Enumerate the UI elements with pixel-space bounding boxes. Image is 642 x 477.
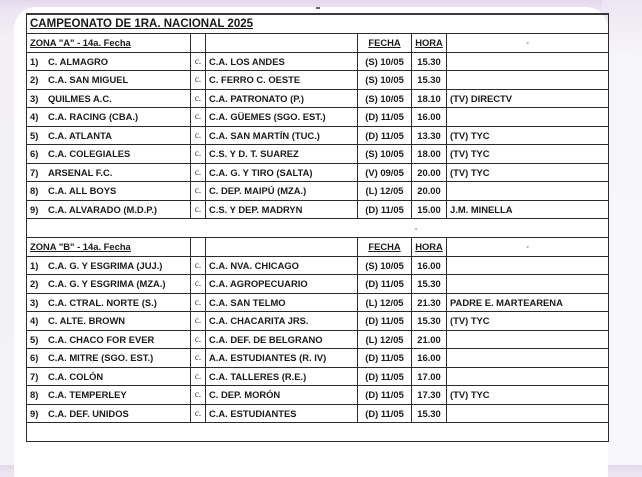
away-team: C.A. SAN MARTÍN (TUC.)	[206, 126, 358, 145]
home-team-cell	[27, 367, 191, 386]
zone-header-row	[27, 238, 609, 257]
zone-label: ZONA "A" - 14a. Fecha	[27, 34, 191, 53]
match-row	[27, 145, 609, 164]
away-team: C.A. SAN TELMO	[206, 293, 358, 312]
match-extra	[447, 52, 609, 71]
home-team: C.A. COLEGIALES	[48, 148, 131, 160]
vs-label: c.	[191, 293, 206, 312]
top-dash-mark	[316, 7, 320, 9]
home-team: ARSENAL F.C.	[48, 166, 113, 178]
away-team: C.A. G. Y TIRO (SALTA)	[206, 163, 358, 182]
vs-label: c.	[191, 404, 206, 423]
match-extra: (TV) TYC	[447, 386, 609, 405]
home-team-cell	[27, 312, 191, 331]
vs-label: c.	[191, 145, 206, 164]
separator-mark: -	[27, 219, 609, 238]
away-team: C.A. PATRONATO (P.)	[206, 89, 358, 108]
match-date: (D) 11/05	[358, 404, 412, 423]
home-team-cell	[27, 126, 191, 145]
home-team-cell	[27, 89, 191, 108]
vs-label: c.	[191, 200, 206, 219]
zone-header-row	[27, 34, 609, 53]
vs-label: c.	[191, 108, 206, 127]
home-team: C.A. ALL BOYS	[48, 185, 117, 197]
home-team: QUILMES A.C.	[48, 92, 112, 104]
match-date: (D) 11/05	[358, 312, 412, 331]
fixture-table	[26, 13, 609, 442]
vs-label: c.	[191, 71, 206, 90]
away-team: C.A. AGROPECUARIO	[206, 275, 358, 294]
home-team: C.A. CHACO FOR EVER	[48, 333, 155, 345]
match-time: 16.00	[412, 256, 447, 275]
home-team-cell	[27, 330, 191, 349]
home-team-cell	[27, 293, 191, 312]
vs-label: c.	[191, 182, 206, 201]
match-extra: (TV) TYC	[447, 163, 609, 182]
match-time: 15.30	[412, 52, 447, 71]
home-team: C. ALMAGRO	[48, 55, 109, 67]
match-number: 8)	[30, 185, 39, 197]
vs-header-cell	[191, 238, 206, 257]
home-team-cell	[27, 52, 191, 71]
hora-header: HORA	[412, 34, 447, 53]
match-number: 2)	[30, 278, 39, 290]
away-team: C.S. Y DEP. MADRYN	[206, 200, 358, 219]
vs-label: c.	[191, 386, 206, 405]
vs-label: c.	[191, 275, 206, 294]
match-number: 9)	[30, 203, 39, 215]
home-team: C.A. ALVARADO (M.D.P.)	[48, 203, 158, 215]
match-date: (D) 11/05	[358, 108, 412, 127]
blank-cell	[27, 423, 609, 442]
match-number: 2)	[30, 74, 39, 86]
match-number: 7)	[30, 166, 39, 178]
match-extra	[447, 330, 609, 349]
match-time: 15.00	[412, 200, 447, 219]
match-extra	[447, 182, 609, 201]
match-number: 3)	[30, 296, 39, 308]
vs-label: c.	[191, 367, 206, 386]
vs-label: c.	[191, 256, 206, 275]
match-row	[27, 349, 609, 368]
match-row	[27, 330, 609, 349]
match-date: (S) 10/05	[358, 52, 412, 71]
vs-label: c.	[191, 52, 206, 71]
away-team: C.A. NVA. CHICAGO	[206, 256, 358, 275]
match-row	[27, 312, 609, 331]
match-extra	[447, 367, 609, 386]
match-time: 18.00	[412, 145, 447, 164]
match-number: 4)	[30, 315, 39, 327]
home-team: C.A. G. Y ESGRIMA (MZA.)	[48, 278, 166, 290]
away-header-cell	[206, 34, 358, 53]
home-team-cell	[27, 108, 191, 127]
away-team: C.A. DEF. DE BELGRANO	[206, 330, 358, 349]
match-number: 6)	[30, 352, 39, 364]
match-date: (D) 11/05	[358, 367, 412, 386]
home-team-cell	[27, 404, 191, 423]
match-number: 8)	[30, 389, 39, 401]
away-header-cell	[206, 238, 358, 257]
home-team-cell	[27, 349, 191, 368]
match-number: 3)	[30, 92, 39, 104]
zone-label: ZONA "B" - 14a. Fecha	[27, 238, 191, 257]
home-team-cell	[27, 200, 191, 219]
match-extra	[447, 404, 609, 423]
match-row	[27, 256, 609, 275]
match-date: (S) 10/05	[358, 145, 412, 164]
vs-label: c.	[191, 163, 206, 182]
match-extra: J.M. MINELLA	[447, 200, 609, 219]
vs-label: c.	[191, 89, 206, 108]
vs-label: c.	[191, 126, 206, 145]
match-time: 15.30	[412, 275, 447, 294]
home-team: C.A. TEMPERLEY	[48, 389, 127, 401]
zone-separator-row	[27, 219, 609, 238]
away-team: C.A. LOS ANDES	[206, 52, 358, 71]
home-team: C. ALTE. BROWN	[48, 315, 126, 327]
match-number: 5)	[30, 129, 39, 141]
match-time: 17.30	[412, 386, 447, 405]
match-row	[27, 108, 609, 127]
title-row	[27, 14, 609, 34]
match-date: (D) 11/05	[358, 126, 412, 145]
match-row	[27, 367, 609, 386]
match-extra: PADRE E. MARTEARENA	[447, 293, 609, 312]
match-row	[27, 182, 609, 201]
home-team-cell	[27, 256, 191, 275]
away-team: C.A. TALLERES (R.E.)	[206, 367, 358, 386]
vs-header-cell	[191, 34, 206, 53]
home-team: C.A. MITRE (SGO. EST.)	[48, 352, 154, 364]
match-date: (L) 12/05	[358, 182, 412, 201]
fecha-header: FECHA	[358, 34, 412, 53]
match-extra	[447, 275, 609, 294]
match-time: 18.10	[412, 89, 447, 108]
vs-label: c.	[191, 330, 206, 349]
extra-header: -	[447, 238, 609, 257]
match-date: (S) 10/05	[358, 71, 412, 90]
home-team-cell	[27, 163, 191, 182]
match-time: 17.00	[412, 367, 447, 386]
match-extra: (TV) DIRECTV	[447, 89, 609, 108]
match-date: (D) 11/05	[358, 275, 412, 294]
fixture-sheet	[26, 13, 608, 442]
match-date: (L) 12/05	[358, 293, 412, 312]
match-extra: (TV) TYC	[447, 312, 609, 331]
match-row	[27, 52, 609, 71]
match-time: 15.30	[412, 312, 447, 331]
home-team: C.A. DEF. UNIDOS	[48, 407, 129, 419]
away-team: C. DEP. MAIPÚ (MZA.)	[206, 182, 358, 201]
away-team: C.A. CHACARITA JRS.	[206, 312, 358, 331]
match-extra	[447, 256, 609, 275]
match-time: 21.30	[412, 293, 447, 312]
match-time: 15.30	[412, 71, 447, 90]
match-date: (D) 11/05	[358, 200, 412, 219]
match-date: (S) 10/05	[358, 256, 412, 275]
match-row	[27, 293, 609, 312]
extra-header: -	[447, 34, 609, 53]
home-team-cell	[27, 386, 191, 405]
home-team-cell	[27, 275, 191, 294]
away-team: A.A. ESTUDIANTES (R. IV)	[206, 349, 358, 368]
home-team-cell	[27, 182, 191, 201]
away-team: C.A. ESTUDIANTES	[206, 404, 358, 423]
match-date: (S) 10/05	[358, 89, 412, 108]
match-time: 16.00	[412, 108, 447, 127]
match-time: 20.00	[412, 182, 447, 201]
away-team: C. DEP. MORÓN	[206, 386, 358, 405]
home-team-cell	[27, 145, 191, 164]
match-time: 13.30	[412, 126, 447, 145]
home-team: C.A. SAN MIGUEL	[48, 74, 129, 86]
home-team-cell	[27, 71, 191, 90]
match-extra	[447, 108, 609, 127]
match-time: 16.00	[412, 349, 447, 368]
match-row	[27, 163, 609, 182]
match-time: 15.30	[412, 404, 447, 423]
vs-label: c.	[191, 349, 206, 368]
match-row	[27, 404, 609, 423]
away-team: C.A. GÜEMES (SGO. EST.)	[206, 108, 358, 127]
match-date: (L) 12/05	[358, 330, 412, 349]
match-time: 21.00	[412, 330, 447, 349]
match-row	[27, 200, 609, 219]
match-row	[27, 275, 609, 294]
match-row	[27, 126, 609, 145]
home-team: C.A. ATLANTA	[48, 129, 112, 141]
home-team: C.A. CTRAL. NORTE (S.)	[48, 296, 157, 308]
match-date: (V) 09/05	[358, 163, 412, 182]
away-team: C.S. Y D. T. SUAREZ	[206, 145, 358, 164]
match-extra	[447, 349, 609, 368]
home-team: C.A. COLÓN	[48, 370, 104, 382]
document-title: CAMPEONATO DE 1RA. NACIONAL 2025	[27, 14, 609, 34]
match-extra: (TV) TYC	[447, 145, 609, 164]
away-team: C. FERRO C. OESTE	[206, 71, 358, 90]
trailing-blank-row	[27, 423, 609, 442]
fecha-header: FECHA	[358, 238, 412, 257]
match-extra	[447, 71, 609, 90]
match-row	[27, 71, 609, 90]
match-extra: (TV) TYC	[447, 126, 609, 145]
match-number: 7)	[30, 370, 39, 382]
match-number: 5)	[30, 333, 39, 345]
match-date: (D) 11/05	[358, 349, 412, 368]
match-number: 1)	[30, 55, 39, 67]
home-team: C.A. G. Y ESGRIMA (JUJ.)	[48, 259, 163, 271]
match-number: 6)	[30, 148, 39, 160]
match-number: 9)	[30, 407, 39, 419]
match-number: 4)	[30, 111, 39, 123]
match-number: 1)	[30, 259, 39, 271]
hora-header: HORA	[412, 238, 447, 257]
match-time: 20.00	[412, 163, 447, 182]
match-row	[27, 89, 609, 108]
match-date: (D) 11/05	[358, 386, 412, 405]
match-row	[27, 386, 609, 405]
home-team: C.A. RACING (CBA.)	[48, 111, 139, 123]
vs-label: c.	[191, 312, 206, 331]
